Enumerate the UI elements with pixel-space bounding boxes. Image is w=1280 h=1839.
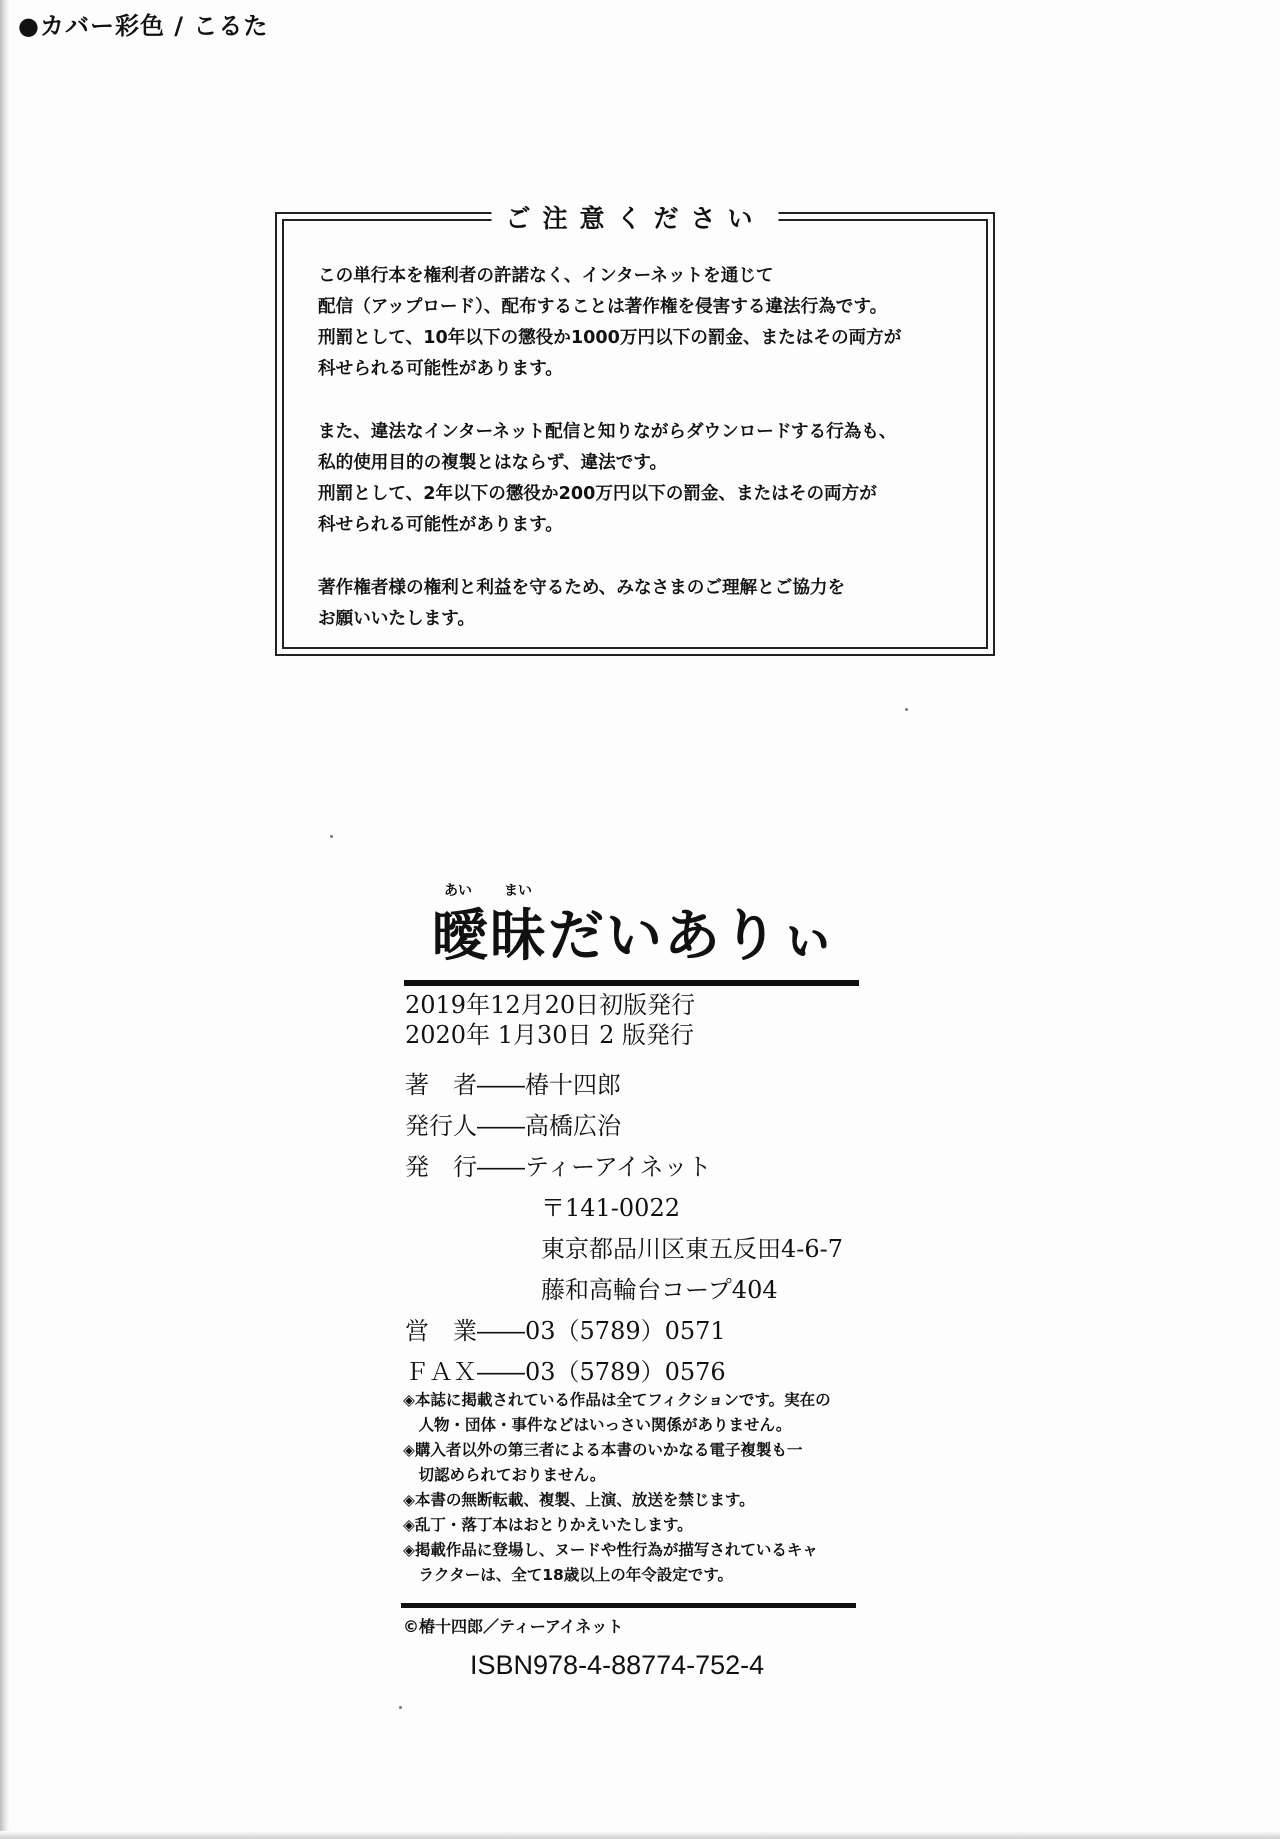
colophon-bottom-rule xyxy=(401,1603,856,1608)
notice-paragraph xyxy=(318,417,978,541)
notice-title: ご注意ください xyxy=(491,199,778,235)
isbn-number: ISBN978-4-88774-752-4 xyxy=(470,1650,765,1680)
notice-line: また、違法なインターネット配信と知りながらダウンロードする行為も、 xyxy=(318,422,897,442)
notice-line: 私的使用目的の複製とはならず、違法です。 xyxy=(318,453,668,473)
note-line: ◈掲載作品に登場し、ヌードや性行為が描写されているキャ xyxy=(403,1541,818,1559)
notice-paragraph xyxy=(318,573,978,635)
notice-box xyxy=(275,204,995,656)
publisher-line: 発 行――ティーアイネット xyxy=(405,1153,712,1181)
colophon-top-rule xyxy=(404,980,859,986)
sales-phone: 営 業――03（5789）0571 xyxy=(405,1317,726,1345)
note-line: 人物・団体・事件などはいっさい関係がありません。 xyxy=(403,1416,792,1434)
scan-speck xyxy=(399,1706,402,1709)
second-edition-date: 2020年 1月30日 2 版発行 xyxy=(405,1021,695,1049)
notice-line: 配信（アップロード）、配布することは著作権を侵害する違法行為です。 xyxy=(318,297,888,317)
notice-line: 科せられる可能性があります。 xyxy=(318,359,563,379)
notice-line: 科せられる可能性があります。 xyxy=(318,515,563,535)
first-edition-date: 2019年12月20日初版発行 xyxy=(405,991,696,1019)
notice-body xyxy=(318,261,978,667)
publisher-person-line: 発行人――高橋広治 xyxy=(405,1112,621,1140)
scan-speck xyxy=(905,708,908,711)
note-line: 切認められておりません。 xyxy=(403,1466,606,1484)
note-line: ◈本書の無断転載、複製、上演、放送を禁じます。 xyxy=(403,1491,755,1509)
note-line: ◈本誌に掲載されている作品は全てフィクションです。実在の xyxy=(403,1391,831,1409)
note-line: ラクターは、全て18歳以上の年令設定です。 xyxy=(403,1566,734,1584)
address-line-2: 藤和高輪台コープ404 xyxy=(541,1276,778,1304)
note-line: ◈乱丁・落丁本はおとりかえいたします。 xyxy=(403,1516,693,1534)
cover-color-credit: ●カバー彩色 / こるた xyxy=(18,12,269,40)
copyright-line: ©椿十四郎／ティーアイネット xyxy=(403,1617,624,1636)
title-ruby: あい xyxy=(444,883,472,899)
notice-line: お願いいたします。 xyxy=(318,609,475,629)
scan-bottom-edge xyxy=(0,1831,1280,1839)
note-line: ◈購入者以外の第三者による本書のいかなる電子複製も一 xyxy=(403,1441,803,1459)
legal-notes xyxy=(403,1388,831,1588)
notice-inner-frame xyxy=(282,204,988,649)
notice-paragraph xyxy=(318,261,978,385)
scan-speck xyxy=(330,835,333,838)
notice-line: 刑罰として、10年以下の懲役か1000万円以下の罰金、またはその両方が xyxy=(318,328,902,348)
notice-line: この単行本を権利者の許諾なく、インターネットを通じて xyxy=(318,266,774,286)
book-title: 曖昧だいありぃ xyxy=(432,903,838,969)
title-ruby: まい xyxy=(504,883,532,899)
author-line: 著 者――椿十四郎 xyxy=(405,1071,621,1099)
scan-left-edge xyxy=(0,0,10,1839)
publication-dates xyxy=(405,990,695,1050)
fax-number: ＦＡＸ――03（5789）0576 xyxy=(405,1358,726,1386)
notice-line: 著作権者様の権利と利益を守るため、みなさまのご理解とご協力を xyxy=(318,578,846,598)
address-line-1: 東京都品川区東五反田4-6-7 xyxy=(541,1235,844,1263)
postal-code: 〒141-0022 xyxy=(541,1194,680,1222)
notice-line: 刑罰として、2年以下の懲役か200万円以下の罰金、またはその両方が xyxy=(318,484,877,504)
